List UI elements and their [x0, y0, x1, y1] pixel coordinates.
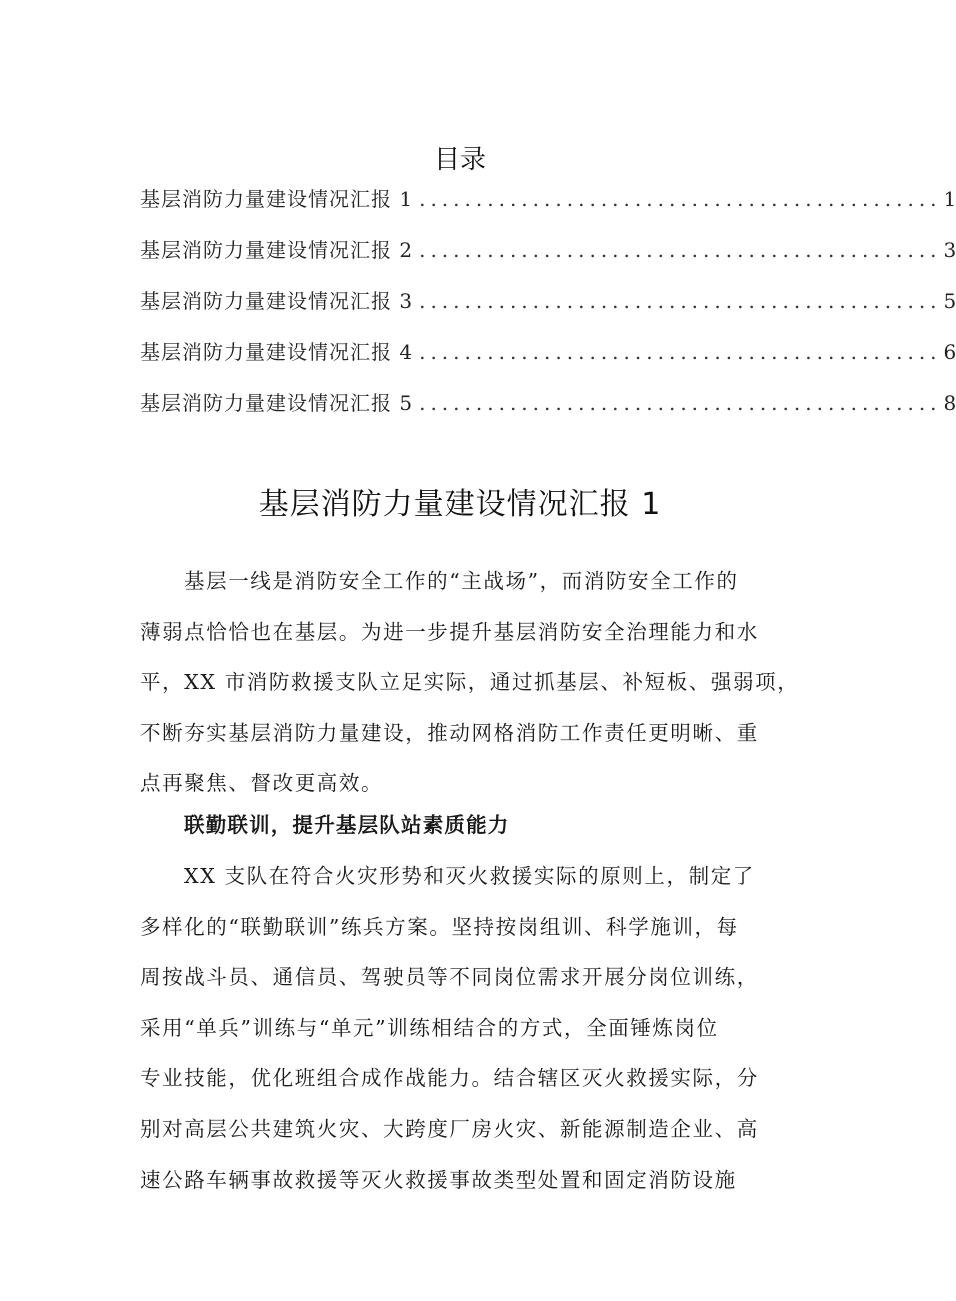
paragraph-line: 周按战斗员、通信员、驾驶员等不同岗位需求开展分岗位训练， — [140, 965, 759, 990]
paragraph-line: XX 支队在符合火灾形势和灭火救援实际的原则上，制定了 — [184, 864, 755, 888]
toc-entry[interactable] — [140, 276, 956, 327]
paragraph-line: 基层一线是消防安全工作的“主战场”，而消防安全工作的 — [184, 569, 739, 593]
document-title: 基层消防力量建设情况汇报 1 — [258, 487, 662, 522]
paragraph-line: 不断夯实基层消防力量建设，推动网格消防工作责任更明晰、重 — [140, 720, 759, 745]
toc-entry-page: 1 — [943, 187, 956, 211]
body-paragraph — [140, 556, 800, 809]
paragraph-line: 多样化的“联勤联训”练兵方案。坚持按岗组训、科学施训，每 — [140, 914, 739, 939]
toc-leader-dots: .............................................. — [419, 187, 942, 211]
paragraph-line: 速公路车辆事故救援等灭火救援事故类型处置和固定消防设施 — [140, 1167, 737, 1192]
toc-entry-text: 基层消防力量建设情况汇报 1 — [140, 187, 414, 211]
toc-entry-page: 3 — [943, 238, 956, 262]
paragraph-line: 别对高层公共建筑火灾、大跨度厂房火灾、新能源制造企业、高 — [140, 1116, 759, 1141]
toc-leader-dots: .............................................. — [419, 238, 942, 262]
toc-leader-dots: .............................................. — [419, 340, 942, 364]
toc-entry-page: 5 — [943, 289, 956, 313]
toc-entry[interactable] — [140, 225, 956, 276]
paragraph-line: 薄弱点恰恰也在基层。为进一步提升基层消防安全治理能力和水 — [140, 619, 759, 644]
paragraph-line: 专业技能，优化班组合成作战能力。结合辖区灭火救援实际，分 — [140, 1066, 759, 1091]
paragraph-line: 点再聚焦、督改更高效。 — [140, 771, 384, 796]
toc-title: 目录 — [433, 145, 486, 175]
section-heading — [140, 800, 780, 851]
paragraph-line: 采用“单兵”训练与“单元”训练相结合的方式，全面锤炼岗位 — [140, 1015, 719, 1040]
toc-entry-text: 基层消防力量建设情况汇报 4 — [140, 340, 414, 364]
table-of-contents — [140, 174, 956, 429]
toc-entry-page: 8 — [943, 391, 956, 415]
toc-leader-dots: .............................................. — [419, 289, 942, 313]
toc-entry-text: 基层消防力量建设情况汇报 5 — [140, 391, 414, 415]
toc-entry[interactable] — [140, 327, 956, 378]
toc-entry[interactable] — [140, 378, 956, 429]
body-paragraph — [140, 851, 780, 1205]
toc-entry-text: 基层消防力量建设情况汇报 3 — [140, 289, 414, 313]
toc-entry-text: 基层消防力量建设情况汇报 2 — [140, 238, 414, 262]
paragraph-line: 平，XX 市消防救援支队立足实际，通过抓基层、补短板、强弱项， — [140, 670, 800, 695]
toc-leader-dots: .............................................. — [419, 391, 942, 415]
toc-entry-page: 6 — [943, 340, 956, 364]
section-heading-text: 联勤联训，提升基层队站素质能力 — [184, 813, 510, 837]
toc-entry[interactable] — [140, 174, 956, 225]
